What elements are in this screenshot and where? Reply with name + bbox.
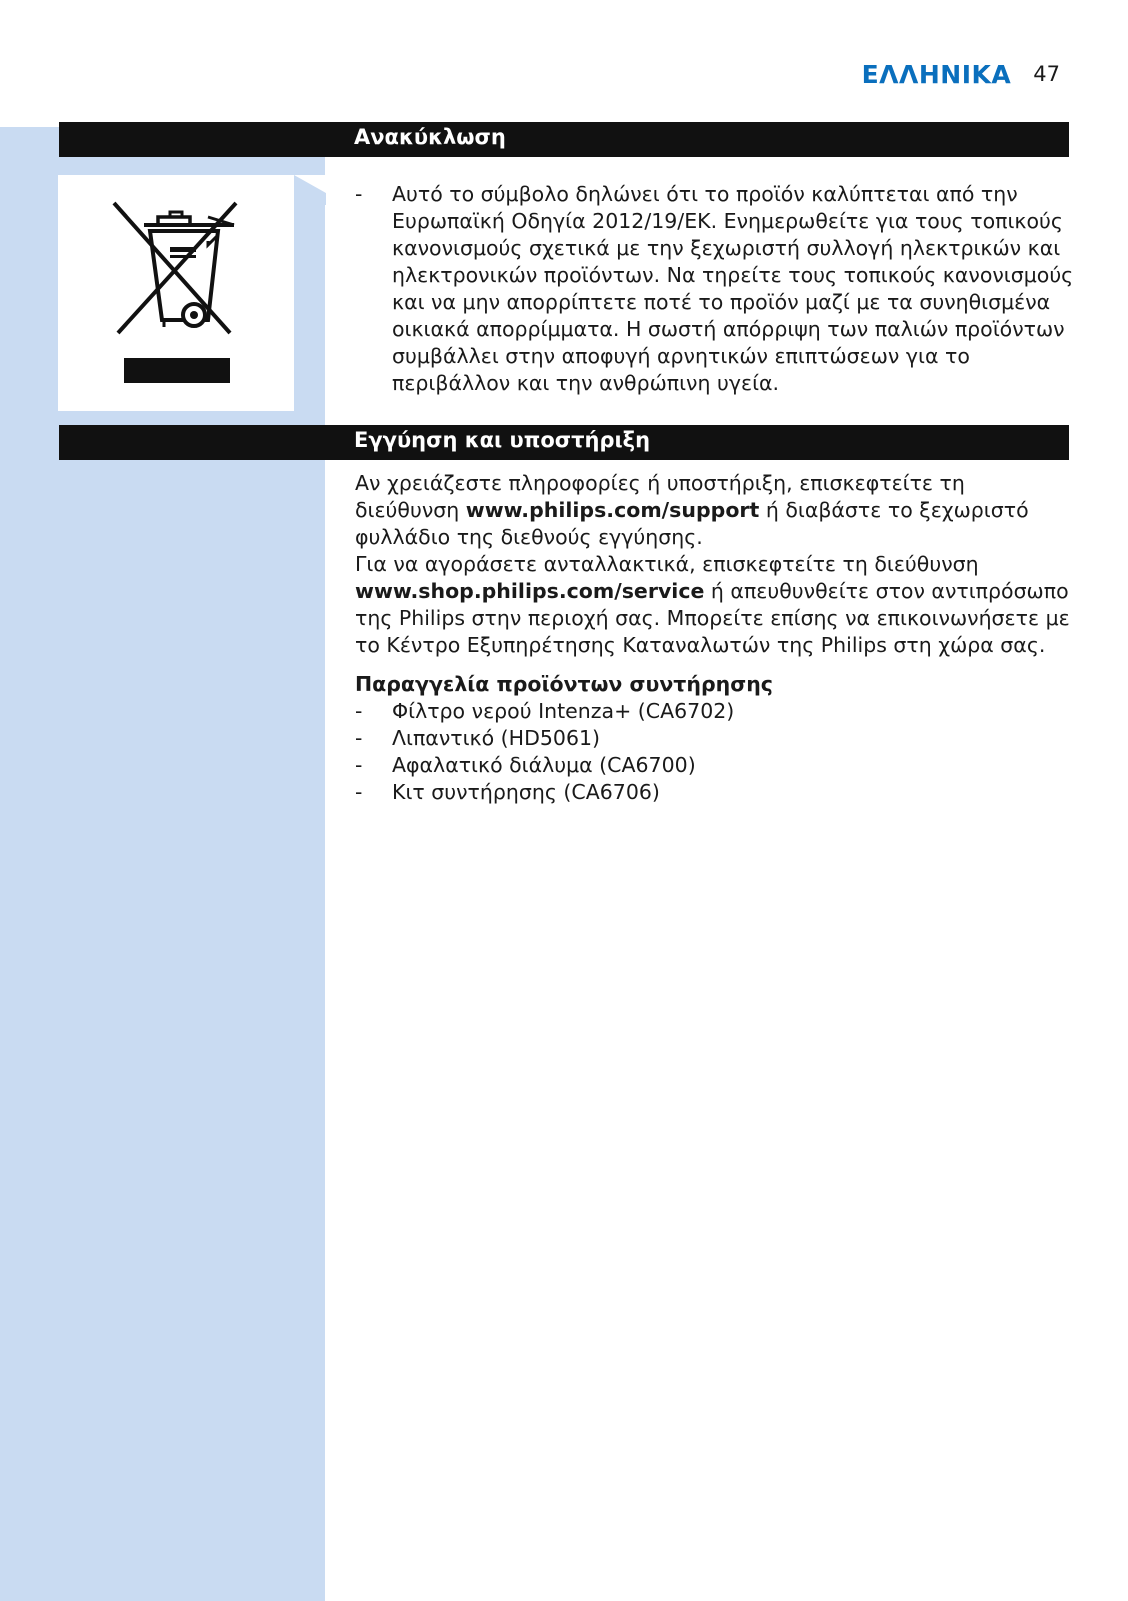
list-item [355, 181, 1075, 397]
service-paragraph [355, 551, 1075, 659]
language-label: ΕΛΛΗΝΙΚΑ [861, 59, 1012, 89]
text: ή απευθυνθείτε στον αντιπρόσωπο της Philips στην περιοχή σας. Μπορείτε επίσης να επικοινωνήσετε με το Κέντρο Εξυπηρέτησης Καταναλωτών της Philips στη χώρα σας. [355, 579, 1070, 657]
list-item-text: Λιπαντικό (HD5061) [392, 726, 601, 750]
page-header [862, 54, 1060, 94]
text: ή διαβάστε το ξεχωριστό φυλλάδιο της διεθνούς εγγύησης. [355, 498, 1029, 549]
list-item-text: Κιτ συντήρησης (CA6706) [392, 780, 660, 804]
order-heading: Παραγγελία προϊόντων συντήρησης [355, 672, 773, 696]
list-item [355, 752, 1075, 779]
dash-marker: - [355, 182, 363, 206]
list-item-text: Αφαλατικό διάλυμα (CA6700) [392, 753, 696, 777]
pointer-arrow [294, 175, 326, 205]
list-item-text: Φίλτρο νερού Intenza+ (CA6702) [392, 699, 735, 723]
dash-marker: - [355, 780, 363, 804]
text: Αν χρειάζεστε πληροφορίες ή υποστήριξη, επισκεφτείτε τη διεύθυνση [355, 471, 965, 522]
service-link[interactable]: www.shop.philips.com/service [355, 579, 705, 603]
support-paragraph [355, 470, 1075, 551]
section-title: Εγγύηση και υποστήριξη [354, 428, 651, 452]
section-bar-recycling [59, 122, 1069, 157]
page-number: 47 [1033, 62, 1060, 86]
dash-marker: - [355, 753, 363, 777]
crossed-out-wheelie-bin-icon [58, 175, 294, 411]
section-title: Ανακύκλωση [354, 125, 506, 149]
dash-marker: - [355, 726, 363, 750]
recycling-item-text: Αυτό το σύμβολο δηλώνει ότι το προϊόν καλύπτεται από την Ευρωπαϊκή Οδηγία 2012/19/ΕΚ. Ενημερωθείτε για τους τοπικούς κανονισμούς σχετικά με την ξεχωριστή συλλογή ηλεκτρικών και ηλεκτρονικών προϊόντων. Να τηρείτε τους τοπικούς κανονισμούς και να μην απορρίπτετε ποτέ το προϊόν μαζί με τα συνηθισμένα οικιακά απορρίμματα. Η σωστή απόρριψη των παλιών προϊόντων συμβάλλει στην αποφυγή αρνητικών επιπτώσεων για το περιβάλλον και την ανθρώπινη υγεία. [392, 182, 1074, 395]
warranty-text [355, 470, 1075, 806]
list-item [355, 698, 1075, 725]
list-item [355, 779, 1075, 806]
text: Για να αγοράσετε ανταλλακτικά, επισκεφτείτε τη διεύθυνση [355, 552, 979, 576]
recycling-text [355, 181, 1075, 397]
support-link[interactable]: www.philips.com/support [465, 498, 760, 522]
section-bar-warranty [59, 425, 1069, 460]
recycling-icon-box [58, 175, 294, 411]
dash-marker: - [355, 699, 363, 723]
list-item [355, 725, 1075, 752]
